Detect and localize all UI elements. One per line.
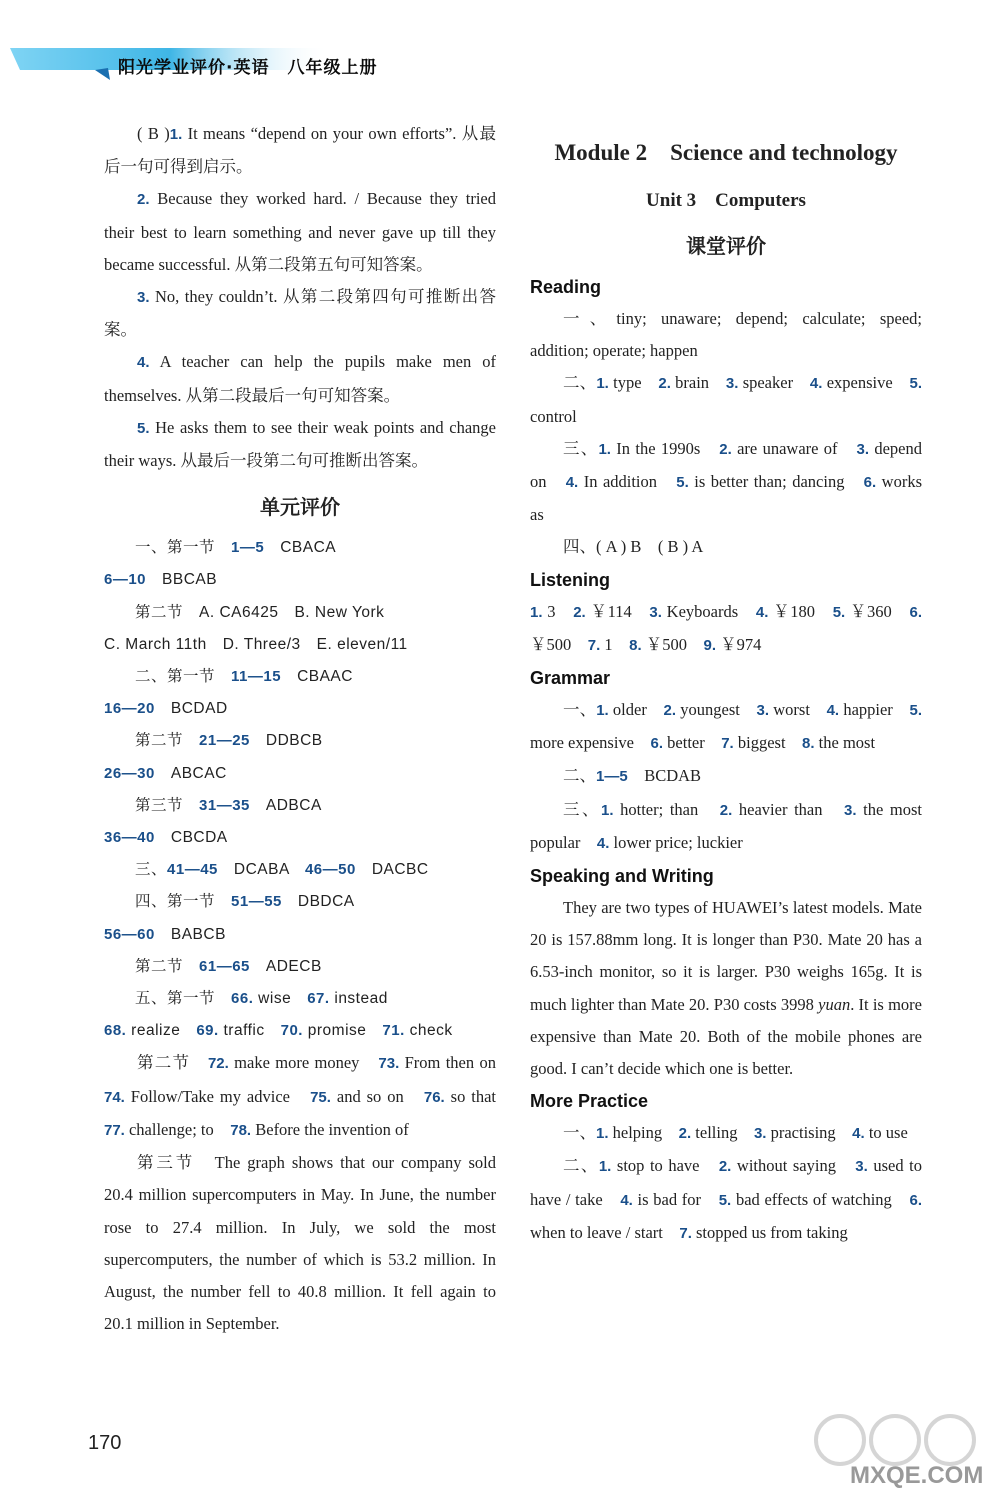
answer-text: 二、 xyxy=(563,766,596,786)
answer-text: BCDAD xyxy=(154,700,228,718)
item-number: 77. xyxy=(104,1121,125,1139)
item-number: 3. xyxy=(649,603,662,621)
answer-line xyxy=(530,596,922,662)
answer-line xyxy=(104,983,496,1015)
answer-text: type xyxy=(608,373,659,393)
section-heading: Reading xyxy=(530,277,602,297)
answer-line xyxy=(104,951,496,983)
item-number: 8. xyxy=(802,735,815,753)
item-number: 72. xyxy=(207,1055,229,1073)
item-number: 1—5 xyxy=(231,539,265,557)
reading-answer xyxy=(104,118,496,183)
answer-line xyxy=(104,758,496,790)
item-number: 8. xyxy=(629,636,642,654)
item-number: 31—35 xyxy=(199,796,250,814)
answer-text: DCABA xyxy=(217,861,305,879)
item-number: 1—5 xyxy=(596,768,628,786)
item-number: 1. xyxy=(169,126,183,143)
answer-text: CBCDA xyxy=(154,829,228,847)
section-title: 单元评价 xyxy=(260,495,340,520)
answer-text: is bad for xyxy=(632,1189,719,1209)
answer-text: control xyxy=(530,406,577,426)
answer-text: 1 xyxy=(600,634,630,654)
answer-text: ADECB xyxy=(249,957,322,975)
item-number: 2. xyxy=(719,801,733,819)
item-number: 1. xyxy=(601,801,614,819)
answer-text: DDBCB xyxy=(249,732,323,750)
reading-answer xyxy=(104,412,496,477)
right-column xyxy=(530,118,922,1250)
answer-text: is better than; dancing xyxy=(688,472,864,492)
answer-text: 第三节 xyxy=(135,796,200,814)
item-number: 1. xyxy=(598,440,611,458)
answer-text: when to leave / start xyxy=(530,1222,680,1242)
item-number: 2. xyxy=(663,702,677,720)
item-number: 6. xyxy=(909,1191,922,1209)
answer-paragraph xyxy=(104,1047,513,1147)
answer-text: the most popular xyxy=(530,799,922,852)
item-number: 3. xyxy=(753,1125,767,1143)
answer-text: without saying xyxy=(731,1156,856,1176)
answer-line xyxy=(530,367,922,432)
answer-text: . It is more expensive than Mate 20. Both of the mobile phones are good. I can’t decide which one is better. xyxy=(530,994,922,1079)
answer-text: biggest xyxy=(733,733,803,753)
answer-text: 第二节 xyxy=(135,957,200,975)
item-number: 3. xyxy=(855,1158,868,1176)
item-number: 61—65 xyxy=(199,957,250,975)
left-column xyxy=(104,118,513,1340)
item-number: 16—20 xyxy=(104,700,155,718)
item-number: 3. xyxy=(725,375,739,393)
answer-line xyxy=(530,892,922,1085)
answer-text: 一、第一节 xyxy=(135,539,232,557)
item-number: 1. xyxy=(596,375,609,393)
answer-text: depend on xyxy=(530,438,922,492)
answer-text: telling xyxy=(691,1123,754,1143)
section-title: 课堂评价 xyxy=(686,234,766,258)
item-number: 46—50 xyxy=(304,861,356,879)
answer-line xyxy=(530,1117,922,1150)
item-number: 69. xyxy=(196,1022,219,1040)
answer-line xyxy=(104,1015,496,1047)
item-number: 6. xyxy=(909,603,923,621)
answer-line xyxy=(530,433,922,532)
answer-text: Because they worked hard. / Because they tried their best to learn something and never gave up till they became successful. 从第二段第五句可知答案。 xyxy=(104,189,496,274)
answer-text: ￥974 xyxy=(716,634,762,654)
item-number: 6—10 xyxy=(104,571,147,589)
answer-text: DACBC xyxy=(355,861,429,879)
item-number: 71. xyxy=(382,1022,405,1040)
answer-line xyxy=(104,661,496,693)
answer-line xyxy=(104,822,496,854)
answer-text: stop to have xyxy=(611,1156,719,1176)
answer-line xyxy=(530,760,922,793)
answer-line xyxy=(104,886,496,918)
answer-text: 四、( A ) B ( B ) A xyxy=(563,537,704,557)
answer-choice: ( B ) xyxy=(137,124,170,143)
section-heading: Listening xyxy=(530,569,610,590)
reading-answer xyxy=(104,346,496,411)
item-number: 41—45 xyxy=(167,861,218,879)
answer-text: more expensive xyxy=(530,733,651,753)
item-number: 4. xyxy=(755,603,769,621)
answer-line xyxy=(530,794,922,860)
answer-text: CBAAC xyxy=(281,668,353,686)
item-number: 6. xyxy=(863,474,877,492)
answer-text: ￥180 xyxy=(768,601,833,621)
answer-text: worst xyxy=(769,700,827,720)
page-number: 170 xyxy=(88,1432,122,1454)
item-number: 6. xyxy=(650,735,664,753)
answer-text: make more money xyxy=(228,1053,379,1073)
item-number: 73. xyxy=(378,1055,400,1073)
answer-text: Before the invention of xyxy=(251,1119,409,1139)
answer-text: DBDCA xyxy=(281,893,355,911)
module-title: Module 2 Science and technology xyxy=(554,140,898,165)
answer-text: stopped us from taking xyxy=(691,1222,848,1242)
answer-text: He asks them to see their weak points and change their ways. 从最后一段第二句可推断出答案。 xyxy=(104,417,496,471)
answer-text: ABCAC xyxy=(154,764,227,782)
item-number: 68. xyxy=(104,1022,127,1040)
answer-text: older xyxy=(608,700,664,720)
answer-line xyxy=(104,725,496,757)
item-number: 1. xyxy=(598,1158,612,1176)
item-number: 3. xyxy=(137,289,150,307)
item-number: 1. xyxy=(596,702,609,720)
answer-text: youngest xyxy=(676,700,757,720)
reading-answer xyxy=(104,281,496,346)
answer-text: happier xyxy=(839,700,910,720)
answer-text: promise xyxy=(302,1022,383,1040)
answer-text: 二、 xyxy=(563,373,597,393)
item-number: 36—40 xyxy=(104,829,155,847)
answer-text: 三、 xyxy=(563,438,599,458)
answer-text: wise xyxy=(253,990,308,1008)
answer-text: practising xyxy=(766,1123,853,1143)
item-number: 74. xyxy=(104,1088,125,1106)
answer-line xyxy=(104,597,496,629)
answer-text: 第二节 A. CA6425 B. New York xyxy=(135,603,385,621)
answer-text: check xyxy=(404,1022,453,1040)
item-number: 70. xyxy=(280,1022,303,1040)
answer-text: In addition xyxy=(578,472,677,492)
answer-text: 一、tiny; unaware; depend; calculate; speed; addition; operate; happen xyxy=(530,309,922,361)
answer-line xyxy=(530,531,922,563)
answer-text: They are two types of HUAWEI’s latest models. Mate 20 is 157.88mm long. It is longer than P30. Mate 20 has a 6.53-inch monitor, so it is larger. P30 weighs 165g. It is much lighter than Mate 20. P30 costs 3998 xyxy=(530,898,922,1014)
item-number: 5. xyxy=(676,474,689,492)
answer-line xyxy=(104,629,496,661)
answer-text: expensive xyxy=(822,373,910,393)
answer-text: BBCAB xyxy=(146,571,218,589)
answer-text: the most xyxy=(814,733,876,753)
item-number: 4. xyxy=(826,702,840,720)
answer-text: 一、 xyxy=(563,700,597,720)
answer-text: instead xyxy=(329,990,388,1008)
answer-text: speaker xyxy=(738,373,810,393)
item-number: 5. xyxy=(718,1191,732,1209)
answer-line xyxy=(530,1150,922,1250)
answer-line xyxy=(530,694,922,760)
answer-text: Keyboards xyxy=(661,601,756,621)
answer-text: 三、 xyxy=(563,799,601,819)
item-number: 51—55 xyxy=(231,893,282,911)
item-number: 4. xyxy=(852,1125,865,1143)
answer-text: challenge; to xyxy=(124,1119,231,1139)
answer-text: A teacher can help the pupils make men of themselves. 从第二段最后一句可知答案。 xyxy=(104,352,496,405)
answer-text: ADBCA xyxy=(249,796,322,814)
answer-text: BABCB xyxy=(154,925,226,943)
answer-line xyxy=(104,564,496,596)
item-number: 5. xyxy=(137,419,150,437)
answer-text: 第二节 xyxy=(135,732,200,750)
reading-answer xyxy=(104,183,496,281)
answer-text: 第二节 xyxy=(137,1053,208,1073)
writing-answer: 第三节 The graph shows that our company sold 20.4 million supercomputers in May. In June, the number rose to 27.4 million. In July, we sold the most supercomputers, the number of which is 53.2 million. In August, the number fell to 40.8 million. It fell again to 20.1 million in September. xyxy=(104,1153,496,1334)
item-number: 67. xyxy=(307,990,330,1008)
item-number: 2. xyxy=(137,191,150,209)
answer-text: It means “depend on your own efforts”. 从最后一句可得到启示。 xyxy=(104,124,496,177)
answer-line xyxy=(104,693,496,725)
item-number: 2. xyxy=(718,1158,732,1176)
answer-text: ￥500 xyxy=(641,634,704,654)
answer-line xyxy=(104,854,496,886)
answer-text: traffic xyxy=(218,1022,281,1040)
answer-text: realize xyxy=(126,1022,197,1040)
answer-text: Follow/Take my advice xyxy=(124,1086,311,1106)
item-number: 56—60 xyxy=(104,925,155,943)
item-number: 3. xyxy=(856,440,869,458)
answer-text: ￥114 xyxy=(585,601,650,621)
answer-text: 二、第一节 xyxy=(135,668,232,686)
answer-text: 一、 xyxy=(563,1123,596,1143)
item-number: 75. xyxy=(310,1088,331,1106)
item-number: 1. xyxy=(530,603,543,621)
answer-text: 三、 xyxy=(135,861,168,879)
item-number: 66. xyxy=(231,990,254,1008)
answer-text: ￥360 xyxy=(845,601,910,621)
answer-text: bad effects of watching xyxy=(731,1189,910,1209)
item-number: 4. xyxy=(620,1191,633,1209)
answer-line xyxy=(530,303,922,367)
item-number: 26—30 xyxy=(104,764,155,782)
item-number: 9. xyxy=(703,636,717,654)
item-number: 7. xyxy=(679,1224,692,1242)
answer-line xyxy=(104,919,496,951)
item-number: 5. xyxy=(832,603,846,621)
answer-line xyxy=(104,532,496,564)
answer-text: 二、 xyxy=(563,1156,599,1176)
item-number: 11—15 xyxy=(231,668,282,686)
answer-text: ￥500 xyxy=(530,634,588,654)
answer-text: better xyxy=(663,733,722,753)
item-number: 7. xyxy=(587,636,601,654)
answer-text: BCDAB xyxy=(627,766,702,786)
item-number: 4. xyxy=(565,474,579,492)
item-number: 21—25 xyxy=(199,732,250,750)
answer-text: used to have / take xyxy=(530,1156,922,1209)
answer-text: yuan xyxy=(818,994,851,1014)
answer-text: works as xyxy=(530,472,922,525)
item-number: 2. xyxy=(658,375,671,393)
item-number: 2. xyxy=(678,1125,692,1143)
watermark-text: MXQE.COM xyxy=(850,1462,984,1489)
item-number: 5. xyxy=(909,375,923,393)
item-number: 2. xyxy=(573,603,586,621)
answer-text: to use xyxy=(864,1123,908,1143)
answer-text: 四、第一节 xyxy=(135,893,232,911)
answer-text: are unaware of xyxy=(731,438,857,458)
item-number: 4. xyxy=(137,354,150,372)
item-number: 76. xyxy=(423,1088,445,1106)
unit-title: Unit 3 Computers xyxy=(646,190,806,211)
answer-text: helping xyxy=(608,1123,679,1143)
answer-text: In the 1990s xyxy=(610,438,720,458)
section-heading: Grammar xyxy=(530,668,611,689)
item-number: 2. xyxy=(719,440,732,458)
item-number: 3. xyxy=(843,801,857,819)
answer-text: and so on xyxy=(330,1086,424,1106)
section-heading: More Practice xyxy=(530,1091,649,1112)
item-number: 1. xyxy=(596,1125,609,1143)
item-number: 4. xyxy=(809,375,823,393)
item-number: 3. xyxy=(756,702,770,720)
answer-text: From then on xyxy=(399,1053,513,1073)
item-number: 78. xyxy=(230,1121,252,1139)
answer-text: lower price; luckier xyxy=(609,832,743,852)
answer-text: 3 xyxy=(542,601,574,621)
answer-text: hotter; than xyxy=(613,799,720,819)
answer-text: so that xyxy=(444,1086,513,1106)
header-title: 阳光学业评价·英语 八年级上册 xyxy=(118,58,378,78)
item-number: 7. xyxy=(721,735,734,753)
answer-text: C. March 11th D. Three/3 E. eleven/11 xyxy=(104,635,408,653)
item-number: 4. xyxy=(596,834,610,852)
answer-text: brain xyxy=(670,373,726,393)
section-heading: Speaking and Writing xyxy=(530,866,714,887)
answer-text: 五、第一节 xyxy=(135,990,232,1008)
answer-text: No, they couldn’t. 从第二段第四句可推断出答案。 xyxy=(104,287,496,340)
item-number: 5. xyxy=(909,702,922,720)
answer-text: heavier than xyxy=(732,799,844,819)
answer-text: CBACA xyxy=(264,539,337,557)
answer-line xyxy=(104,790,496,822)
